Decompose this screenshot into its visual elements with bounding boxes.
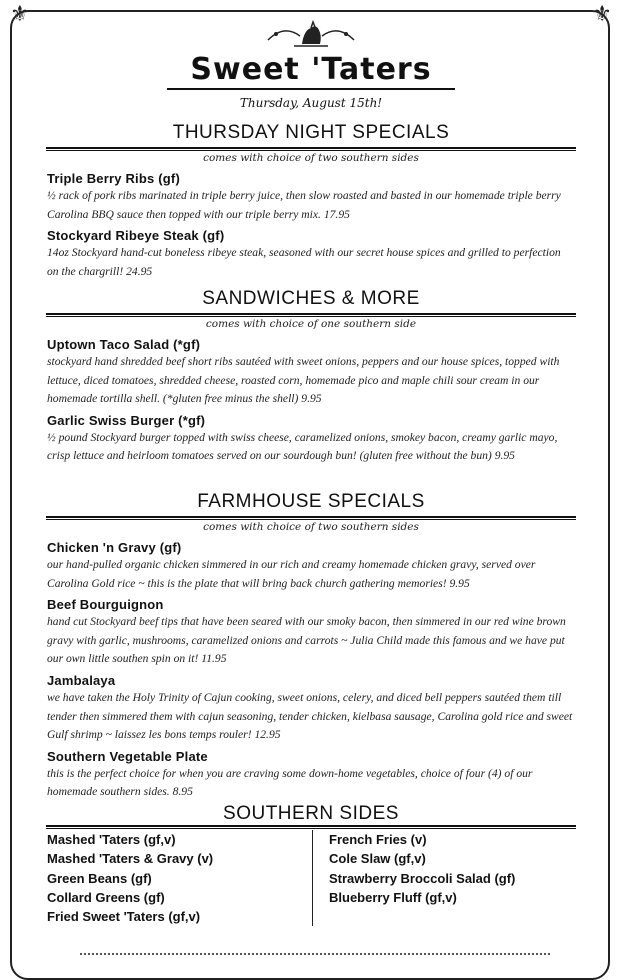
side-item: Fried Sweet 'Taters (gf,v) <box>47 909 201 925</box>
side-item: Collard Greens (gf) <box>47 889 165 905</box>
section-note-thursday: comes with choice of two southern sides <box>203 152 419 164</box>
sandwich-items <box>47 336 575 469</box>
menu-item-name: Southern Vegetable Plate <box>47 748 208 764</box>
section-title-sides: SOUTHERN SIDES <box>223 803 399 824</box>
menu-item-name: Triple Berry Ribs (gf) <box>47 171 180 186</box>
side-item: French Fries (v) <box>329 832 427 847</box>
sides-column-right <box>312 830 515 926</box>
section-note-farmhouse: comes with choice of two southern sides <box>203 521 419 533</box>
menu-item-description: this is the perfect choice for when you are craving some down-home vegetables, choice of four (4) of our homemade southern sides. 8.95 <box>47 766 533 799</box>
rooster-emblem-icon <box>264 18 358 50</box>
menu-date: Thursday, August 15th! <box>239 96 383 110</box>
menu-item-name: Beef Bourguignon <box>47 597 164 613</box>
side-item: Mashed 'Taters & Gravy (v) <box>47 851 214 867</box>
menu-item-description: ½ pound Stockyard burger topped with swiss cheese, caramelized onions, smokey bacon, creamy garlic mayo, crisp lettuce and heirloom tomatoes served on our sourdough bun! (gluten free without the bun) 9.95 <box>47 430 558 463</box>
side-item: Blueberry Fluff (gf,v) <box>329 889 457 905</box>
section-divider <box>46 825 576 829</box>
section-divider <box>46 147 576 151</box>
section-title-thursday: THURSDAY NIGHT SPECIALS <box>172 122 450 143</box>
section-title-sandwiches: SANDWICHES & MORE <box>202 288 420 309</box>
footer-cutoff-line <box>80 953 550 955</box>
menu-item-name: Chicken 'n Gravy (gf) <box>47 540 182 555</box>
menu-item-description: ½ rack of pork ribs marinated in triple berry juice, then slow roasted and basted in our homemade triple berry Carolina BBQ sauce then topped with our triple berry mix. 17.95 <box>47 189 561 221</box>
flourish-right-icon: ⚜ <box>592 2 612 27</box>
menu-item-name: Uptown Taco Salad (*gf) <box>47 337 201 352</box>
sides-list <box>47 830 575 926</box>
section-title-farmhouse: FARMHOUSE SPECIALS <box>197 491 425 512</box>
menu-item-description: we have taken the Holy Trinity of Cajun cooking, sweet onions, celery, and diced bell peppers sautéed them till tender then simmered them with cajun seasoning, tender chicken, kielbasa sausage, Carolina gold rice and sweet Gulf shrimp ~ laissez les bons temps rouler! 12.95 <box>47 690 573 742</box>
section-divider <box>46 313 576 317</box>
section-note-sandwiches: comes with choice of one southern side <box>205 318 417 330</box>
side-item: Mashed 'Taters (gf,v) <box>47 832 176 847</box>
menu-item-name: Stockyard Ribeye Steak (gf) <box>47 228 225 244</box>
section-divider <box>46 516 576 520</box>
side-item: Green Beans (gf) <box>47 870 152 886</box>
menu-item-description: hand cut Stockyard beef tips that have been seared with our smoky bacon, then simmered in our red wine brown gravy with garlic, mushrooms, caramelized onions and carrots ~ Julia Child made this famous and we have put our own little southen spin on it! 11.95 <box>47 615 566 666</box>
menu-item-name: Garlic Swiss Burger (*gf) <box>47 412 206 428</box>
restaurant-name: Sweet 'Taters <box>190 52 432 87</box>
side-item: Cole Slaw (gf,v) <box>329 851 426 867</box>
menu-item-description: stockyard hand shredded beef short ribs sautéed with sweet onions, peppers and our house spices, topped with lettuce, diced tomatoes, shredded cheese, roasted corn, homemade pico and maple chili sour cream in our homemade tortilla shell. (*gluten free minus the shell) 9.95 <box>47 355 560 406</box>
thursday-items <box>47 170 575 284</box>
sides-column-left <box>47 830 307 926</box>
flourish-left-icon: ⚜ <box>10 2 30 27</box>
title-underline <box>167 88 455 90</box>
menu-item-name: Jambalaya <box>47 672 116 688</box>
farmhouse-items <box>47 539 575 805</box>
menu-item-description: 14oz Stockyard hand-cut boneless ribeye steak, seasoned with our secret house spices and grilled to perfection on the chargrill! 24.95 <box>47 246 561 278</box>
menu-item-description: our hand-pulled organic chicken simmered in our rich and creamy homemade chicken gravy, served over Carolina Gold rice ~ this is the plate that will bring back church gathering memories! 9.95 <box>47 558 536 590</box>
side-item: Strawberry Broccoli Salad (gf) <box>329 870 516 886</box>
